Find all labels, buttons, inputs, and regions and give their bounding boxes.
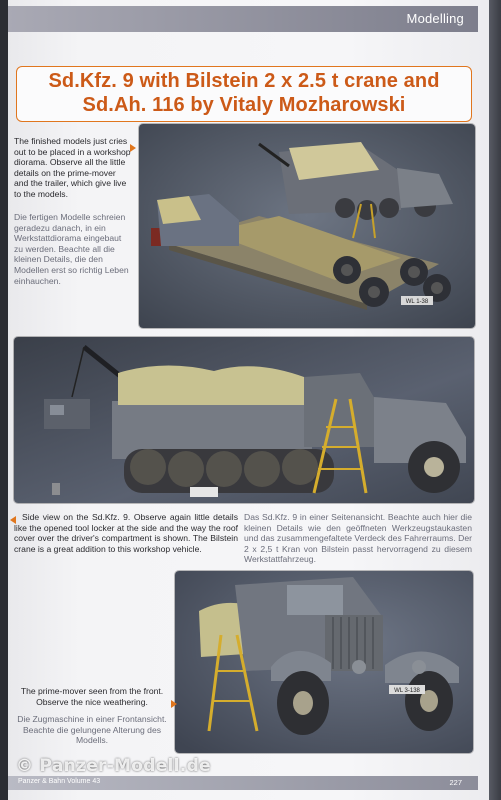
caption-front-arrow-icon [171,700,177,708]
photo-front-view [175,571,473,753]
title-line-2: Sd.Ah. 116 by Vitaly Mozharowski [82,94,406,116]
watermark: © Panzer-Modell.de [16,756,211,776]
page-number: 227 [449,778,462,787]
caption-front-de: Die Zugmaschine in einer Frontansicht. Beachte die gelungene Alterung des Modells. [17,714,167,746]
caption-top-de: Die fertigen Modelle schreien geradezu danach, in ein Werkstattdiorama eingebaut zu werden. Beachte all die kleinen Details, die den Modellen erst so richtig Leben einhauchen. [14,212,129,286]
section-label: Modelling [406,11,464,26]
trailer-plate: WL 1-38 [405,299,429,305]
photo-diorama-overview [139,124,475,328]
header-bar [8,6,478,32]
footer-magazine: Panzer & Bahn Volume 43 [18,778,101,785]
caption-side-en: Side view on the Sd.Kfz. 9. Observe again little details like the opened tool locker at the side and the way the roof cover over the driver's compartment is shown. The Bilstein crane is a great addition to this workshop vehicle. [14,512,238,554]
photo-side-view [14,337,474,503]
caption-top-en: The finished models just cries out to be placed in a workshop diorama. Observe all the little details on the prime-mover and the trailer, which give live to the models. [14,136,131,199]
footer-bar [8,776,478,790]
caption-arrow-icon [130,144,136,152]
title-line-1: Sd.Kfz. 9 with Bilstein 2 x 2.5 t crane and [48,70,440,92]
article-title [17,67,471,117]
scan-backdrop [488,0,501,800]
caption-front-en: The prime-mover seen from the front. Observe the nice weathering. [20,686,164,707]
front-plate: WL 3-138 [394,688,420,694]
caption-side-de: Das Sd.Kfz. 9 in einer Seitenansicht. Beachte auch hier die kleinen Details wie den geöffneten Werkzeugstaukasten und das zusammengefaltete Verdeck des Fahrerraums. Der 2 x 2,5 t Kran von Bilstein passt hervorragend zu diesem Werkstattfahrzeug. [244,512,472,565]
article-title-box [16,66,472,122]
magazine-page [8,0,489,800]
